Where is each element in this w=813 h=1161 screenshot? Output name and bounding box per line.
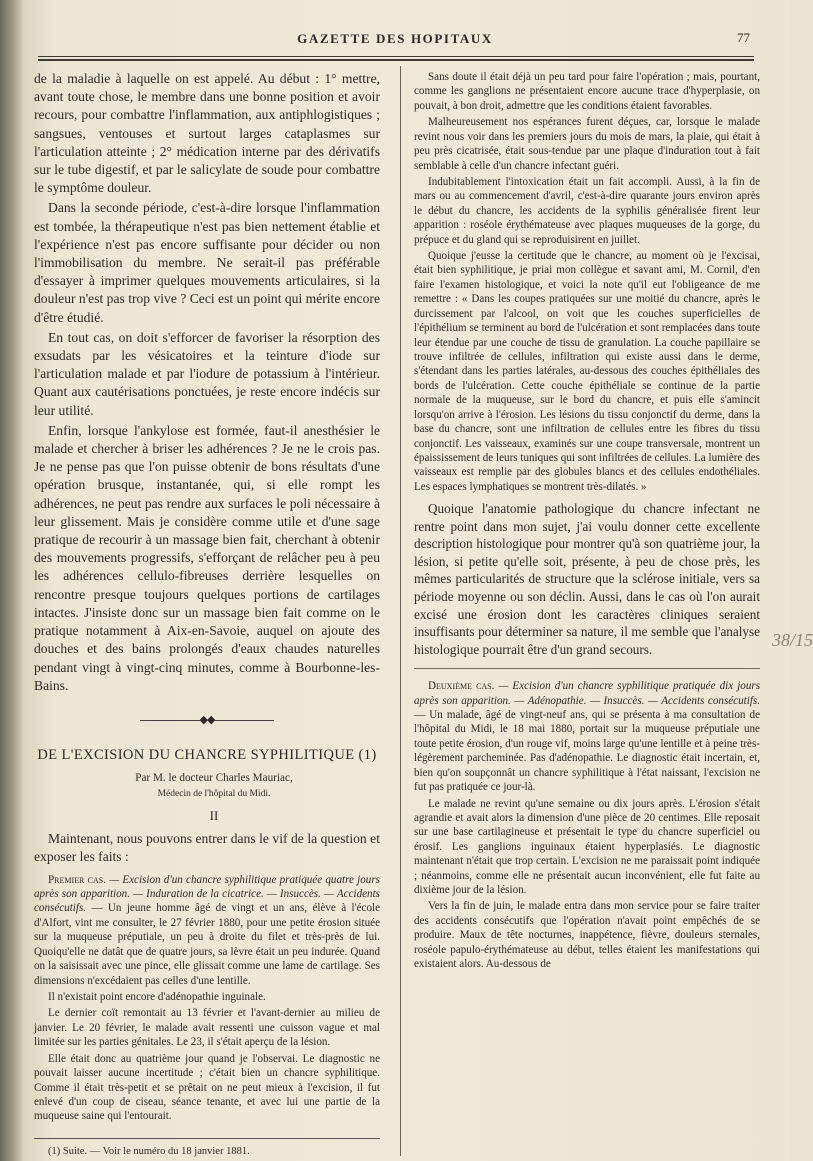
paragraph: Le dernier coït remontait au 13 février et l'avant-dernier au milieu de janvier. Le 20 février, le malade avait ressenti une cuisson vague et mal limitée sur les parties génitales. Le 23, il s'était aperçu de la lésion. bbox=[34, 1007, 380, 1049]
page-number: 77 bbox=[737, 30, 750, 45]
article-title: DE L'EXCISION DU CHANCRE SYPHILITIQUE (1) bbox=[37, 746, 377, 763]
footnote-rule bbox=[34, 1138, 380, 1139]
section-number: II bbox=[209, 807, 219, 823]
case-one-paragraph bbox=[34, 873, 380, 988]
paragraph: de la maladie à laquelle on est appelé. Au début : 1° mettre, avant toute chose, le membre dans une bonne position et avoir recours, pour combattre l'inflammation, aux antiphlogistiques ; sangsues, ventouses et surtout larges cataplasmes sur l'articulation atteinte ; 2° médication interne par des dérivatifs sur le tube digestif, et par le salicylate de soude pour combattre le symptôme douleur. bbox=[34, 71, 380, 196]
case-separator bbox=[414, 668, 760, 669]
paragraph: Dans la seconde période, c'est-à-dire lorsque l'inflammation est tombée, la thérapeutique n'est pas bien nettement établie et l'expérience n'est pas encore suffisante pour décider ou non l'immobilisation du membre. Ne serait-il pas préférable d'essayer à imprimer quelques mouvements articulaires, si la douleur n'est pas trop vive ? Ceci est un point qui mérite encore d'être étudié. bbox=[34, 200, 380, 325]
case-two-label: Deuxième cas. bbox=[428, 680, 495, 693]
paragraph: Malheureusement nos espérances furent déçues, car, lorsque le malade revint nous voir dans les premiers jours du mois de mars, la plaie, qui était à peu près cicatrisée, était sous-tendue par une plaque d'induration tout à fait semblable à celle d'un chancre infectant guéri. bbox=[414, 116, 760, 172]
paragraph: En tout cas, on doit s'efforcer de favoriser la résorption des exsudats par les vésicatoires et la teinture d'iode sur l'articulation malade et par l'iodure de potassium à l'intérieur. Quant aux cautérisations ponctuées, je reste encore indécis sur leur utilité. bbox=[34, 329, 380, 418]
paragraph: Sans doute il était déjà un peu tard pour faire l'opération ; mais, pourtant, comme les ganglions ne présentaient encore aucune trace d'hyperplasie, on pouvait, à bon droit, admettre que les conditions étaient favorables. bbox=[414, 71, 760, 112]
paragraph: Le malade ne revint qu'une semaine ou dix jours après. L'érosion s'était agrandie et avait alors la dimension d'une pièce de 20 centimes. Elle reposait sur une base cartilagineuse et présentait le type du chancre superficiel ou érosif. Les ganglions inguinaux étaient hyperplasiés. Le diagnostic maintenant n'était que trop certain. L'excision ne me paraissait point indiquée ; néanmoins, comme elle ne présentait aucun inconvénient, elle fut faite au dixième jour de la lésion. bbox=[414, 797, 760, 897]
paragraph: Quoique j'eusse la certitude que le chancre, au moment où je l'excisai, était bien syphilitique, je priai mon collègue et savant ami, M. Cornil, d'en faire l'examen histologique, et voici la note qu'il eut l'obligeance de me remettre : « Dans les coupes pratiquées sur une moitié du chancre, après le durcissement par l'alcool, on voit que les couches superficielles de l'épithélium se terminent au bord de l'ulcération et sont remplacées dans toute leur étendue par une couche de tissu de granulation. La couche papillaire se trouve infiltrée de cellules, infiltration qui existe aussi dans le derme, s'étendant dans les parties latérales, au-dessous des couches épithéliales des bords de l'ulcération. Cette couche épithéliale se continue de la partie normale de la muqueuse, sur le bord du chancre, et puis elle s'amincit lorsqu'on arrive à l'érosion. Les lésions du tissu conjonctif du derme, dans la base du chancre, sont une infiltration de cellules entre les fibres du tissu conjonctif. Les vaisseaux, examinés sur une coupe transversale, montrent un épaississement de leurs tuniques qui sont infiltrées de cellules. La lumière des vaisseaux est remplie par des globules blancs et des cellules endothéliales. Les espaces lymphatiques se montrent très-dilatés. » bbox=[414, 250, 760, 493]
case-two-text: — Un malade, âgé de vingt-neuf ans, qui se présenta à ma consultation de l'hôpital du Midi, le 18 mai 1880, portait sur la muqueuse préputiale une toute petite érosion, d'un rouge vif, moins large qu'une lentille et à peine très-légèrement parcheminée. Pas d'adénopathie. Le diagnostic était incertain, et, bien qu'on soupçonnât un chancre syphilitique à l'état naissant, l'excision ne fut pas pratiquée ce jour-là. bbox=[414, 709, 760, 794]
left-column bbox=[34, 70, 380, 1161]
page-header bbox=[36, 30, 754, 52]
article-intro: Maintenant, nous pouvons entrer dans le vif de la question et exposer les faits : bbox=[34, 831, 380, 865]
paragraph: Elle était donc au quatrième jour quand je l'observai. Le diagnostic ne pouvait laisser aucune incertitude ; c'était bien un chancre syphilitique. Comme il était très-petit et se prêtait on ne peut mieux à l'excision, il fut enlevé d'un coup de ciseau, séance tenante, et avec lui une partie de la muqueuse saine qui l'entourait. bbox=[34, 1052, 380, 1123]
paragraph: Vers la fin de juin, le malade entra dans mon service pour se faire traiter des accidents consécutifs que l'opération n'avait point empêchés de se produire. Maux de tête nocturnes, inappétence, fièvre, douleurs sternales, roséole papulo-érythémateuse au début, telles étaient les manifestations qui existaient alors. Au-dessous de bbox=[414, 900, 760, 971]
commentary-paragraph: Quoique l'anatomie pathologique du chancre infectant ne rentre point dans mon sujet, j'ai voulu donner cette excellente description histologique pour montrer qu'à son quatrième jour, la lésion, si petite qu'elle soit, présente, à peu de chose près, les mêmes particularités de structure que la sclérose initiale, vers sa période moyenne ou son déclin. Aussi, dans le cas où l'on aurait excisé une érosion dont les caractères cliniques seraient insuffisants pour déterminer sa nature, il me semble que l'analyse histologique pourrait être d'un grand secours. bbox=[414, 501, 760, 657]
case-one-text: — Un jeune homme âgé de vingt et un ans, élève à l'école d'Alfort, vint me consulter, le 27 février 1880, pour une petite érosion située sur la muqueuse préputiale, un peu à droite du filet et très-près de lui. Quoiqu'elle ne datât que de quatre jours, sa lèvre était un peu indurée. Quand on la saisissait avec une pince, elle glissait comme une lame de cartilage. Ses dimensions n'excédaient pas celles d'une lentille. bbox=[34, 902, 380, 987]
paragraph: Indubitablement l'intoxication était un fait accompli. Aussi, à la fin de mars ou au commencement d'avril, c'est-à-dire quarante jours environ après le début du chancre, les accidents de la syphilis généralisée firent leur apparition : roséole érythémateuse avec plaques muqueuses de la gorge, du prépuce et du gland qui se reproduisirent en juillet. bbox=[414, 175, 760, 246]
case-two-title: — Excision d'un chancre syphilitique pratiquée dix jours après son apparition. — Adénopathie. — Insuccès. — Accidents consécutifs. bbox=[414, 680, 761, 707]
handwritten-margin-note: 38/15 bbox=[772, 630, 813, 650]
page-binding-edge bbox=[0, 0, 22, 1161]
right-column bbox=[414, 70, 760, 974]
section-ornament: ◆◆ bbox=[34, 713, 380, 728]
case-one-title: — Excision d'un chancre syphilitique pratiquée quatre jours après son apparition. — Induration de la cicatrice. — Insuccès. — Accidents consécutifs. bbox=[34, 873, 380, 915]
author-affiliation: Médecin de l'hôpital du Midi. bbox=[157, 789, 271, 800]
paragraph: Enfin, lorsque l'ankylose est formée, faut-il anesthésier le malade et chercher à briser les adhérences ? Je ne le crois pas. Je ne pense pas que l'on puisse obtenir de bons résultats d'une opération brusque, instantanée, qui, si elle rompt les adhérences, ne peut pas rendre aux surfaces le poli nécessaire à leur glissement. Mais je considère comme utile et d'une sage pratique de recourir à un massage bien fait, cherchant à obtenir des mouvements progressifs, s'efforçant de relâcher peu à peu les adhérences cellulo-fibreuses derrière lesquelles on rencontre presque toujours quelques portions de cartilages intactes. J'insiste donc sur un massage bien fait comme on le pratique notamment à Aix-en-Savoie, auquel on ajoute des douches et des bains prolongés d'eaux chaudes naturelles pendant vingt à vingt-cinq minutes, comme à Bourbonne-les-Bains. bbox=[34, 422, 380, 693]
case-one-label: Premier cas. bbox=[48, 873, 106, 886]
article-byline: Par M. le docteur Charles Mauriac, bbox=[135, 772, 293, 785]
column-divider bbox=[400, 66, 401, 1156]
footnote: (1) Suite. — Voir le numéro du 18 janvier 1881. bbox=[48, 1145, 250, 1157]
case-two-paragraph bbox=[414, 679, 760, 794]
header-rule bbox=[38, 56, 754, 57]
header-rule-double bbox=[38, 59, 754, 61]
paragraph: Il n'existait point encore d'adénopathie inguinale. bbox=[48, 990, 266, 1003]
journal-title: GAZETTE DES HOPITAUX bbox=[297, 31, 493, 46]
